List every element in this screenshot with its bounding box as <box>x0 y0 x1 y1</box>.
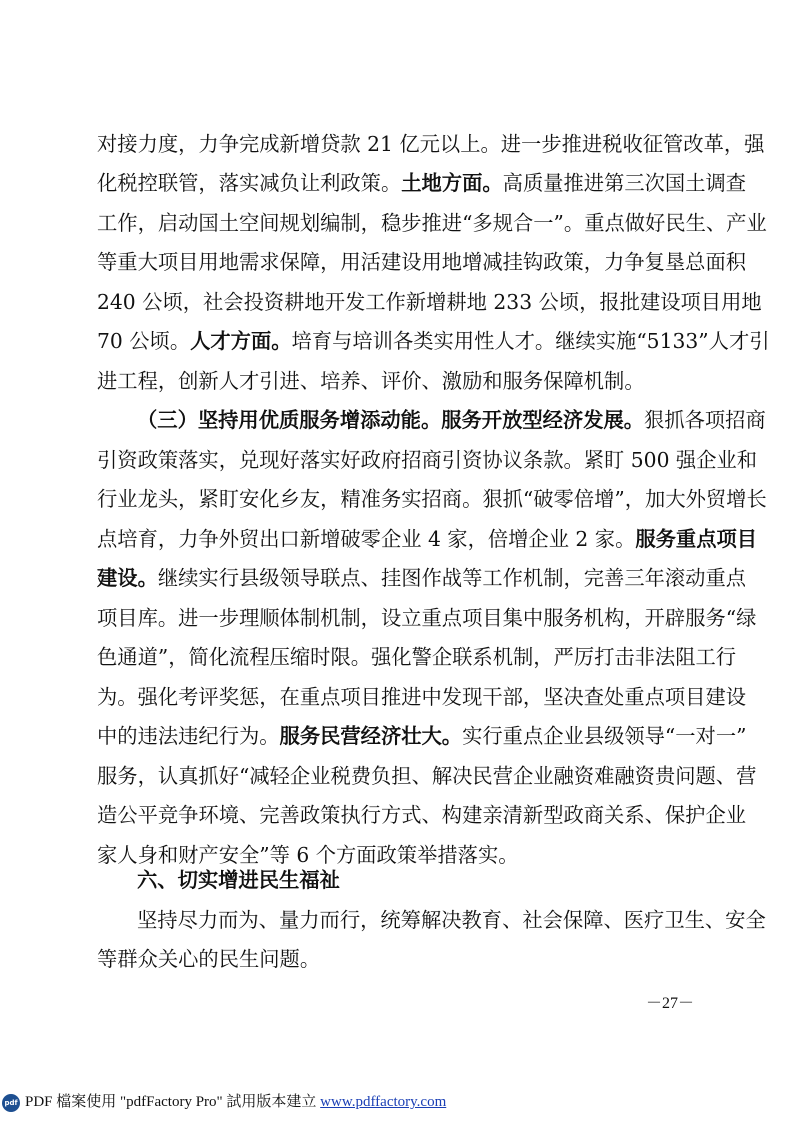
section-heading: 六、切实增进民生福祉 <box>137 868 340 892</box>
text-line <box>97 523 758 555</box>
text-line <box>97 325 770 357</box>
text-run: 化税控联管，落实减负让利政策。 <box>97 171 402 195</box>
bold-run: 土地方面。 <box>401 171 503 195</box>
bold-run: 建设。 <box>97 566 158 590</box>
bold-run: 人才方面。 <box>190 329 292 353</box>
page-number: －27－ <box>646 995 695 1012</box>
text-run: 点培育，力争外贸出口新增破零企业 4 家，倍增企业 2 家。 <box>97 527 636 551</box>
text-line: 坚持尽力而为、量力而行，统筹解决教育、社会保障、医疗卫生、安全 <box>137 908 766 932</box>
text-line <box>97 167 747 199</box>
pdf-logo-icon: pdf <box>2 1094 20 1112</box>
text-line: 引资政策落实，兑现好落实好政府招商引资协议条款。紧盯 500 强企业和 <box>97 448 758 472</box>
text-line: 240 公顷，社会投资耕地开发工作新增耕地 233 公顷，报批建设项目用地 <box>97 290 762 314</box>
bold-run: 服务重点项目 <box>635 527 758 551</box>
text-line: 对接力度，力争完成新增贷款 21 亿元以上。进一步推进税收征管改革，强 <box>97 132 765 156</box>
footer-link[interactable]: www.pdffactory.com <box>320 1094 447 1110</box>
text-run: 狠抓各项招商 <box>644 408 766 432</box>
footer-text: PDF 檔案使用 "pdfFactory Pro" 試用版本建立 <box>25 1094 321 1110</box>
text-line: 项目库。进一步理顺体制机制，设立重点项目集中服务机构，开辟服务“绿 <box>97 606 757 630</box>
bold-run: （三）坚持用优质服务增添动能。服务开放型经济发展。 <box>137 408 645 432</box>
pdf-footer <box>2 1092 446 1112</box>
text-run: 70 公顷。 <box>97 329 191 353</box>
text-run: 中的违法违纪行为。 <box>97 724 280 748</box>
text-line: 工作，启动国土空间规划编制，稳步推进“多规合一”。重点做好民生、产业 <box>97 211 767 235</box>
text-run: 实行重点企业县级领导“一对一” <box>462 724 747 748</box>
bold-run: 服务民营经济壮大。 <box>279 724 463 748</box>
text-line: 色通道”，简化流程压缩时限。强化警企联系机制，严厉打击非法阻工行 <box>97 645 737 669</box>
text-line <box>97 562 747 594</box>
text-line: 服务，认真抓好“减轻企业税费负担、解决民营企业融资难融资贵问题、营 <box>97 764 757 788</box>
text-line <box>137 404 766 436</box>
text-line: 进工程，创新人才引进、培养、评价、激励和服务保障机制。 <box>97 369 645 393</box>
text-line: 等群众关心的民生问题。 <box>97 947 321 971</box>
text-line: 等重大项目用地需求保障，用活建设用地增减挂钩政策，力争复垦总面积 <box>97 250 747 274</box>
text-line: 行业龙头，紧盯安化乡友，精准务实招商。狠抓“破零倍增”，加大外贸增长 <box>97 487 767 511</box>
text-run: 高质量推进第三次国土调查 <box>502 171 747 195</box>
text-line: 为。强化考评奖惩，在重点项目推进中发现干部，坚决查处重点项目建设 <box>97 685 747 709</box>
text-run: 继续实行县级领导联点、挂图作战等工作机制，完善三年滚动重点 <box>157 566 747 590</box>
text-line: 造公平竞争环境、完善政策执行方式、构建亲清新型政商关系、保护企业 <box>97 803 747 827</box>
text-line: 家人身和财产安全”等 6 个方面政策举措落实。 <box>97 843 519 867</box>
text-run: 培育与培训各类实用性人才。继续实施“5133”人才引 <box>291 329 770 353</box>
text-line <box>97 720 747 752</box>
